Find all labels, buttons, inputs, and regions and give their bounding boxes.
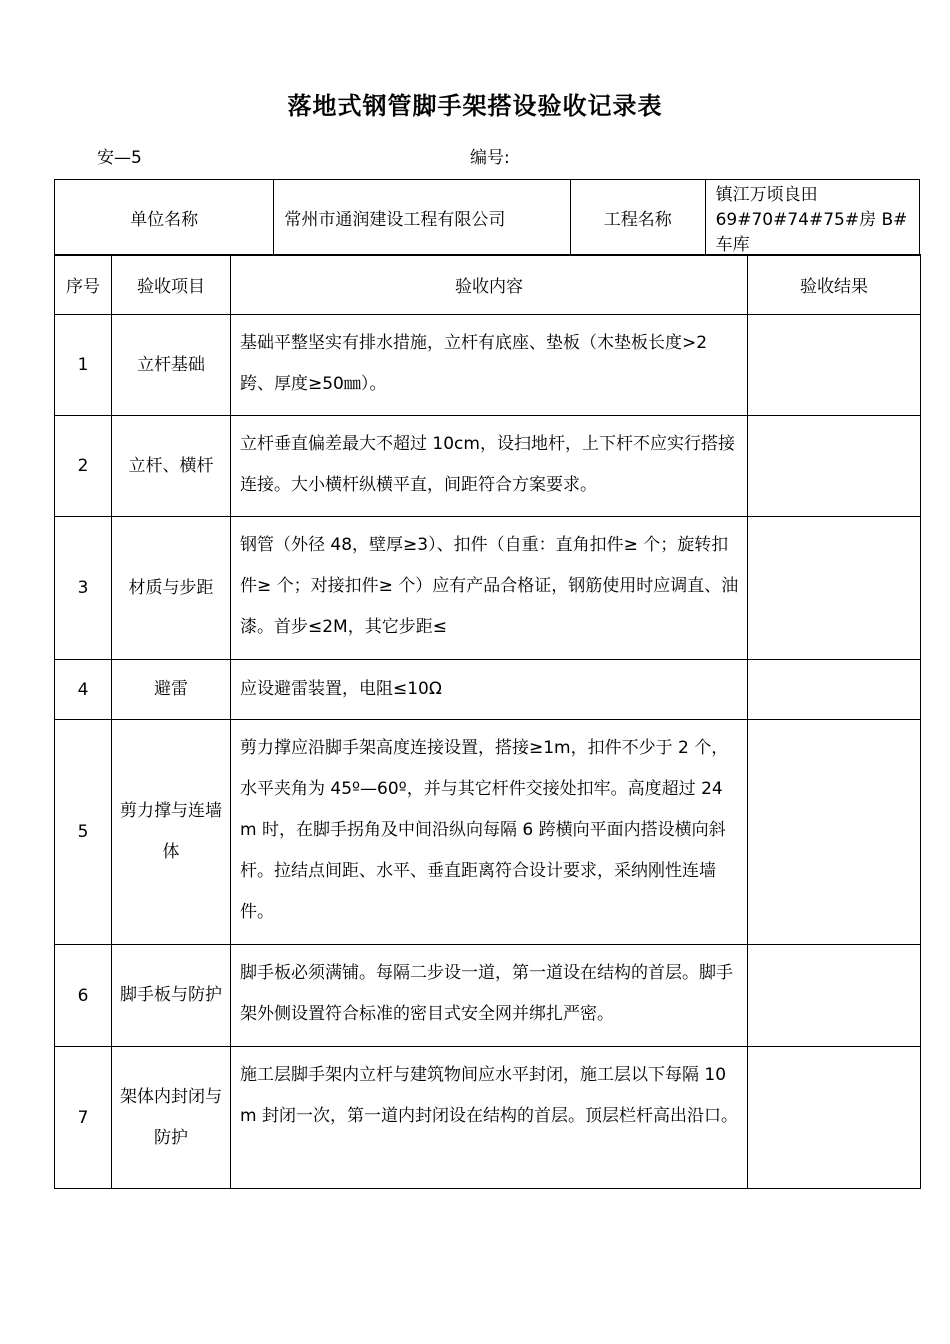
col-seq-header: 序号 — [55, 255, 112, 315]
row-result[interactable] — [748, 517, 921, 660]
row-result[interactable] — [748, 720, 921, 945]
column-header-row — [55, 255, 921, 315]
table-row — [55, 720, 921, 945]
document-title: 落地式钢管脚手架搭设验收记录表 — [287, 92, 663, 120]
row-seq: 7 — [55, 1047, 112, 1189]
table-row — [55, 660, 921, 720]
acceptance-table — [54, 179, 920, 256]
row-content: 脚手板必须满铺。每隔二步设一道，第一道设在结构的首层。脚手架外侧设置符合标准的密目式安全网并绑扎严密。 — [231, 945, 748, 1047]
row-item: 架体内封闭与防护 — [112, 1047, 231, 1189]
inspection-table — [54, 254, 921, 1189]
row-content: 应设避雷装置，电阻≤10Ω — [231, 660, 748, 720]
row-result[interactable] — [748, 416, 921, 517]
row-result[interactable] — [748, 660, 921, 720]
row-content: 基础平整坚实有排水措施，立杆有底座、垫板（木垫板长度>2 跨、厚度≥50㎜）。 — [231, 315, 748, 416]
row-seq: 1 — [55, 315, 112, 416]
col-result-header: 验收结果 — [748, 255, 921, 315]
row-content: 立杆垂直偏差最大不超过 10cm，设扫地杆，上下杆不应实行搭接连接。大小横杆纵横平直，间距符合方案要求。 — [231, 416, 748, 517]
row-item: 脚手板与防护 — [112, 945, 231, 1047]
row-item: 立杆、横杆 — [112, 416, 231, 517]
col-item-header: 验收项目 — [112, 255, 231, 315]
project-name-label: 工程名称 — [570, 180, 705, 256]
row-result[interactable] — [748, 1047, 921, 1189]
unit-name-label: 单位名称 — [55, 180, 274, 256]
document-code: 安—5 — [97, 148, 142, 168]
row-seq: 6 — [55, 945, 112, 1047]
table-row — [55, 517, 921, 660]
row-item: 避雷 — [112, 660, 231, 720]
unit-name-value: 常州市通润建设工程有限公司 — [274, 180, 571, 256]
row-seq: 5 — [55, 720, 112, 945]
table-row — [55, 1047, 921, 1189]
row-item: 剪力撑与连墙体 — [112, 720, 231, 945]
table-row — [55, 416, 921, 517]
number-label: 编号: — [470, 148, 510, 168]
table-row — [55, 945, 921, 1047]
row-content: 施工层脚手架内立杆与建筑物间应水平封闭，施工层以下每隔 10m 封闭一次，第一道内封闭设在结构的首层。顶层栏杆高出沿口。 — [231, 1047, 748, 1189]
row-item: 材质与步距 — [112, 517, 231, 660]
row-content: 钢管（外径 48，壁厚≥3）、扣件（自重：直角扣件≥ 个；旋转扣件≥ 个；对接扣件≥ 个）应有产品合格证，钢筋使用时应调直、油漆。首步≤2M，其它步距≤ — [231, 517, 748, 660]
row-item: 立杆基础 — [112, 315, 231, 416]
row-seq: 3 — [55, 517, 112, 660]
row-result[interactable] — [748, 945, 921, 1047]
row-content: 剪力撑应沿脚手架高度连接设置，搭接≥1m，扣件不少于 2 个，水平夹角为 45º—60º，并与其它杆件交接处扣牢。高度超过 24m 时，在脚手拐角及中间沿纵向每隔 6 跨横向平面内搭设横向斜杆。拉结点间距、水平、垂直距离符合设计要求，采纳刚性连墙件。 — [231, 720, 748, 945]
row-seq: 4 — [55, 660, 112, 720]
col-content-header: 验收内容 — [231, 255, 748, 315]
project-name-value: 镇江万顷良田 69#70#74#75#房 B#车库 — [705, 180, 919, 256]
row-seq: 2 — [55, 416, 112, 517]
header-row — [55, 180, 920, 256]
row-result[interactable] — [748, 315, 921, 416]
table-row — [55, 315, 921, 416]
